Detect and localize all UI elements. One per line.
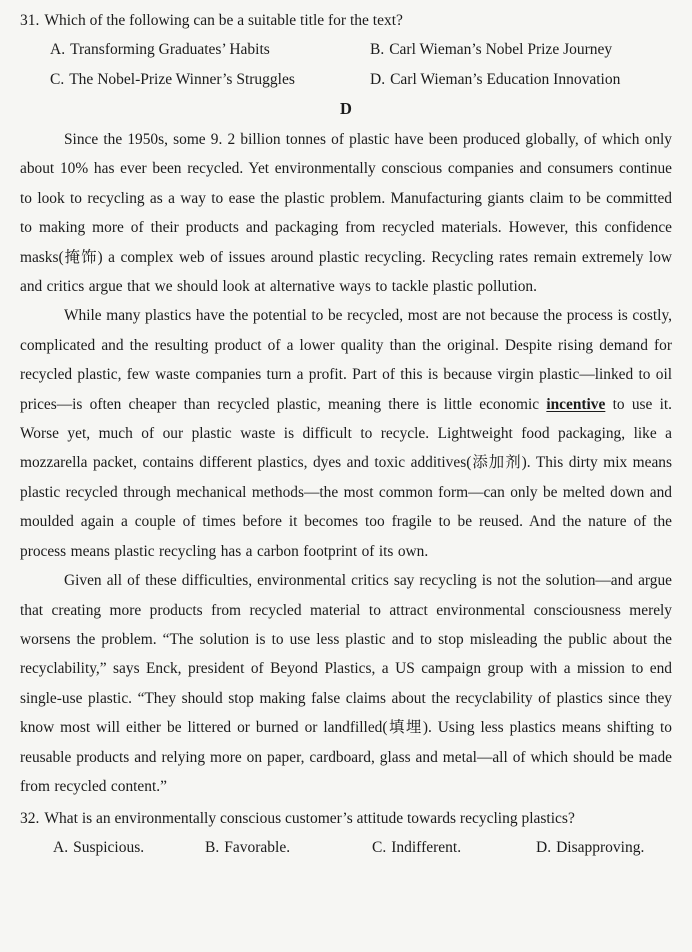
option-32-a-text: Suspicious.	[73, 839, 145, 857]
option-31-a	[50, 35, 370, 65]
question-31-number: 31.	[20, 12, 40, 29]
passage-paragraph-2-post: to use it. Worse yet, much of our plastic waste is difficult to recycle. Lightweight food packaging, like a mozzarella packet, contains different plastics, dyes and toxic additives(添加剂). This dirty mix means plastic recycled through mechanical methods—the most common form—can only be melted down and moulded again a couple of times before it becomes too fragile to be reused. And the nature of the process means plastic recycling has a carbon footprint of its own.	[20, 395, 672, 560]
question-32-options	[20, 833, 672, 863]
option-32-c	[372, 833, 536, 863]
passage-paragraph-1: Since the 1950s, some 9. 2 billion tonnes of plastic have been produced globally, of which only about 10% has ever been recycled. Yet environmentally conscious companies and consumers continue to look to recycling as a way to ease the plastic problem. Manufacturing giants claim to be committed to making more of their products and packaging from recycled materials. However, this confidence masks(掩饰) a complex web of issues around plastic recycling. Recycling rates remain extremely low and critics argue that we should look at alternative ways to tackle plastic pollution.	[20, 131, 672, 296]
option-31-a-label: A.	[50, 41, 66, 58]
option-31-b-label: B.	[370, 41, 385, 58]
question-31-options	[20, 35, 672, 95]
question-31	[20, 6, 672, 35]
question-31-text: Which of the following can be a suitable title for the text?	[44, 12, 403, 29]
option-32-a-label: A.	[53, 839, 69, 857]
option-31-c	[50, 65, 370, 95]
option-32-d-label: D.	[536, 839, 552, 857]
option-32-d	[536, 833, 672, 863]
option-32-b-label: B.	[205, 839, 220, 857]
option-32-b-text: Favorable.	[224, 839, 291, 857]
option-32-c-label: C.	[372, 839, 387, 857]
option-31-c-label: C.	[50, 71, 65, 88]
passage-paragraph-2	[20, 301, 672, 566]
option-31-b	[370, 35, 672, 65]
option-31-b-text: Carl Wieman’s Nobel Prize Journey	[389, 41, 613, 58]
option-32-b	[205, 833, 372, 863]
question-32-number: 32.	[20, 810, 40, 828]
section-d-header: D	[340, 99, 352, 118]
option-32-c-text: Indifferent.	[391, 839, 462, 857]
option-31-d	[370, 65, 672, 95]
question-32-text: What is an environmentally conscious customer’s attitude towards recycling plastics?	[44, 810, 575, 828]
passage-paragraph-2-pre: While many plastics have the potential to be recycled, most are not because the process is costly, complicated and the resulting product of a lower quality than the original. Despite rising demand for recycled plastic, few waste companies turn a profit. Part of this is because virgin plastic—linked to oil prices—is often cheaper than recycled plastic, meaning there is little economic	[20, 307, 672, 413]
passage-keyword-incentive: incentive	[546, 395, 606, 413]
option-31-c-text: The Nobel-Prize Winner’s Struggles	[69, 71, 295, 88]
option-31-d-label: D.	[370, 71, 386, 88]
option-32-d-text: Disapproving.	[556, 839, 645, 857]
option-32-a	[53, 833, 205, 863]
option-31-d-text: Carl Wieman’s Education Innovation	[390, 71, 621, 88]
passage-paragraph-3: Given all of these difficulties, environmental critics say recycling is not the solution—and argue that creating more products from recycled material to attract environmental consciousness merely worsens the problem. “The solution is to use less plastic and to stop misleading the public about the recyclability,” says Enck, president of Beyond Plastics, a US campaign group with a mission to end single-use plastic. “They should stop making false claims about the recyclability of plastics since they know most will either be littered or burned or landfilled(填埋). Using less plastics means shifting to reusable products and relying more on paper, cardboard, glass and metal—all of which should be made from recycled content.”	[20, 572, 672, 795]
option-31-a-text: Transforming Graduates’ Habits	[70, 41, 270, 58]
question-32	[20, 804, 672, 833]
